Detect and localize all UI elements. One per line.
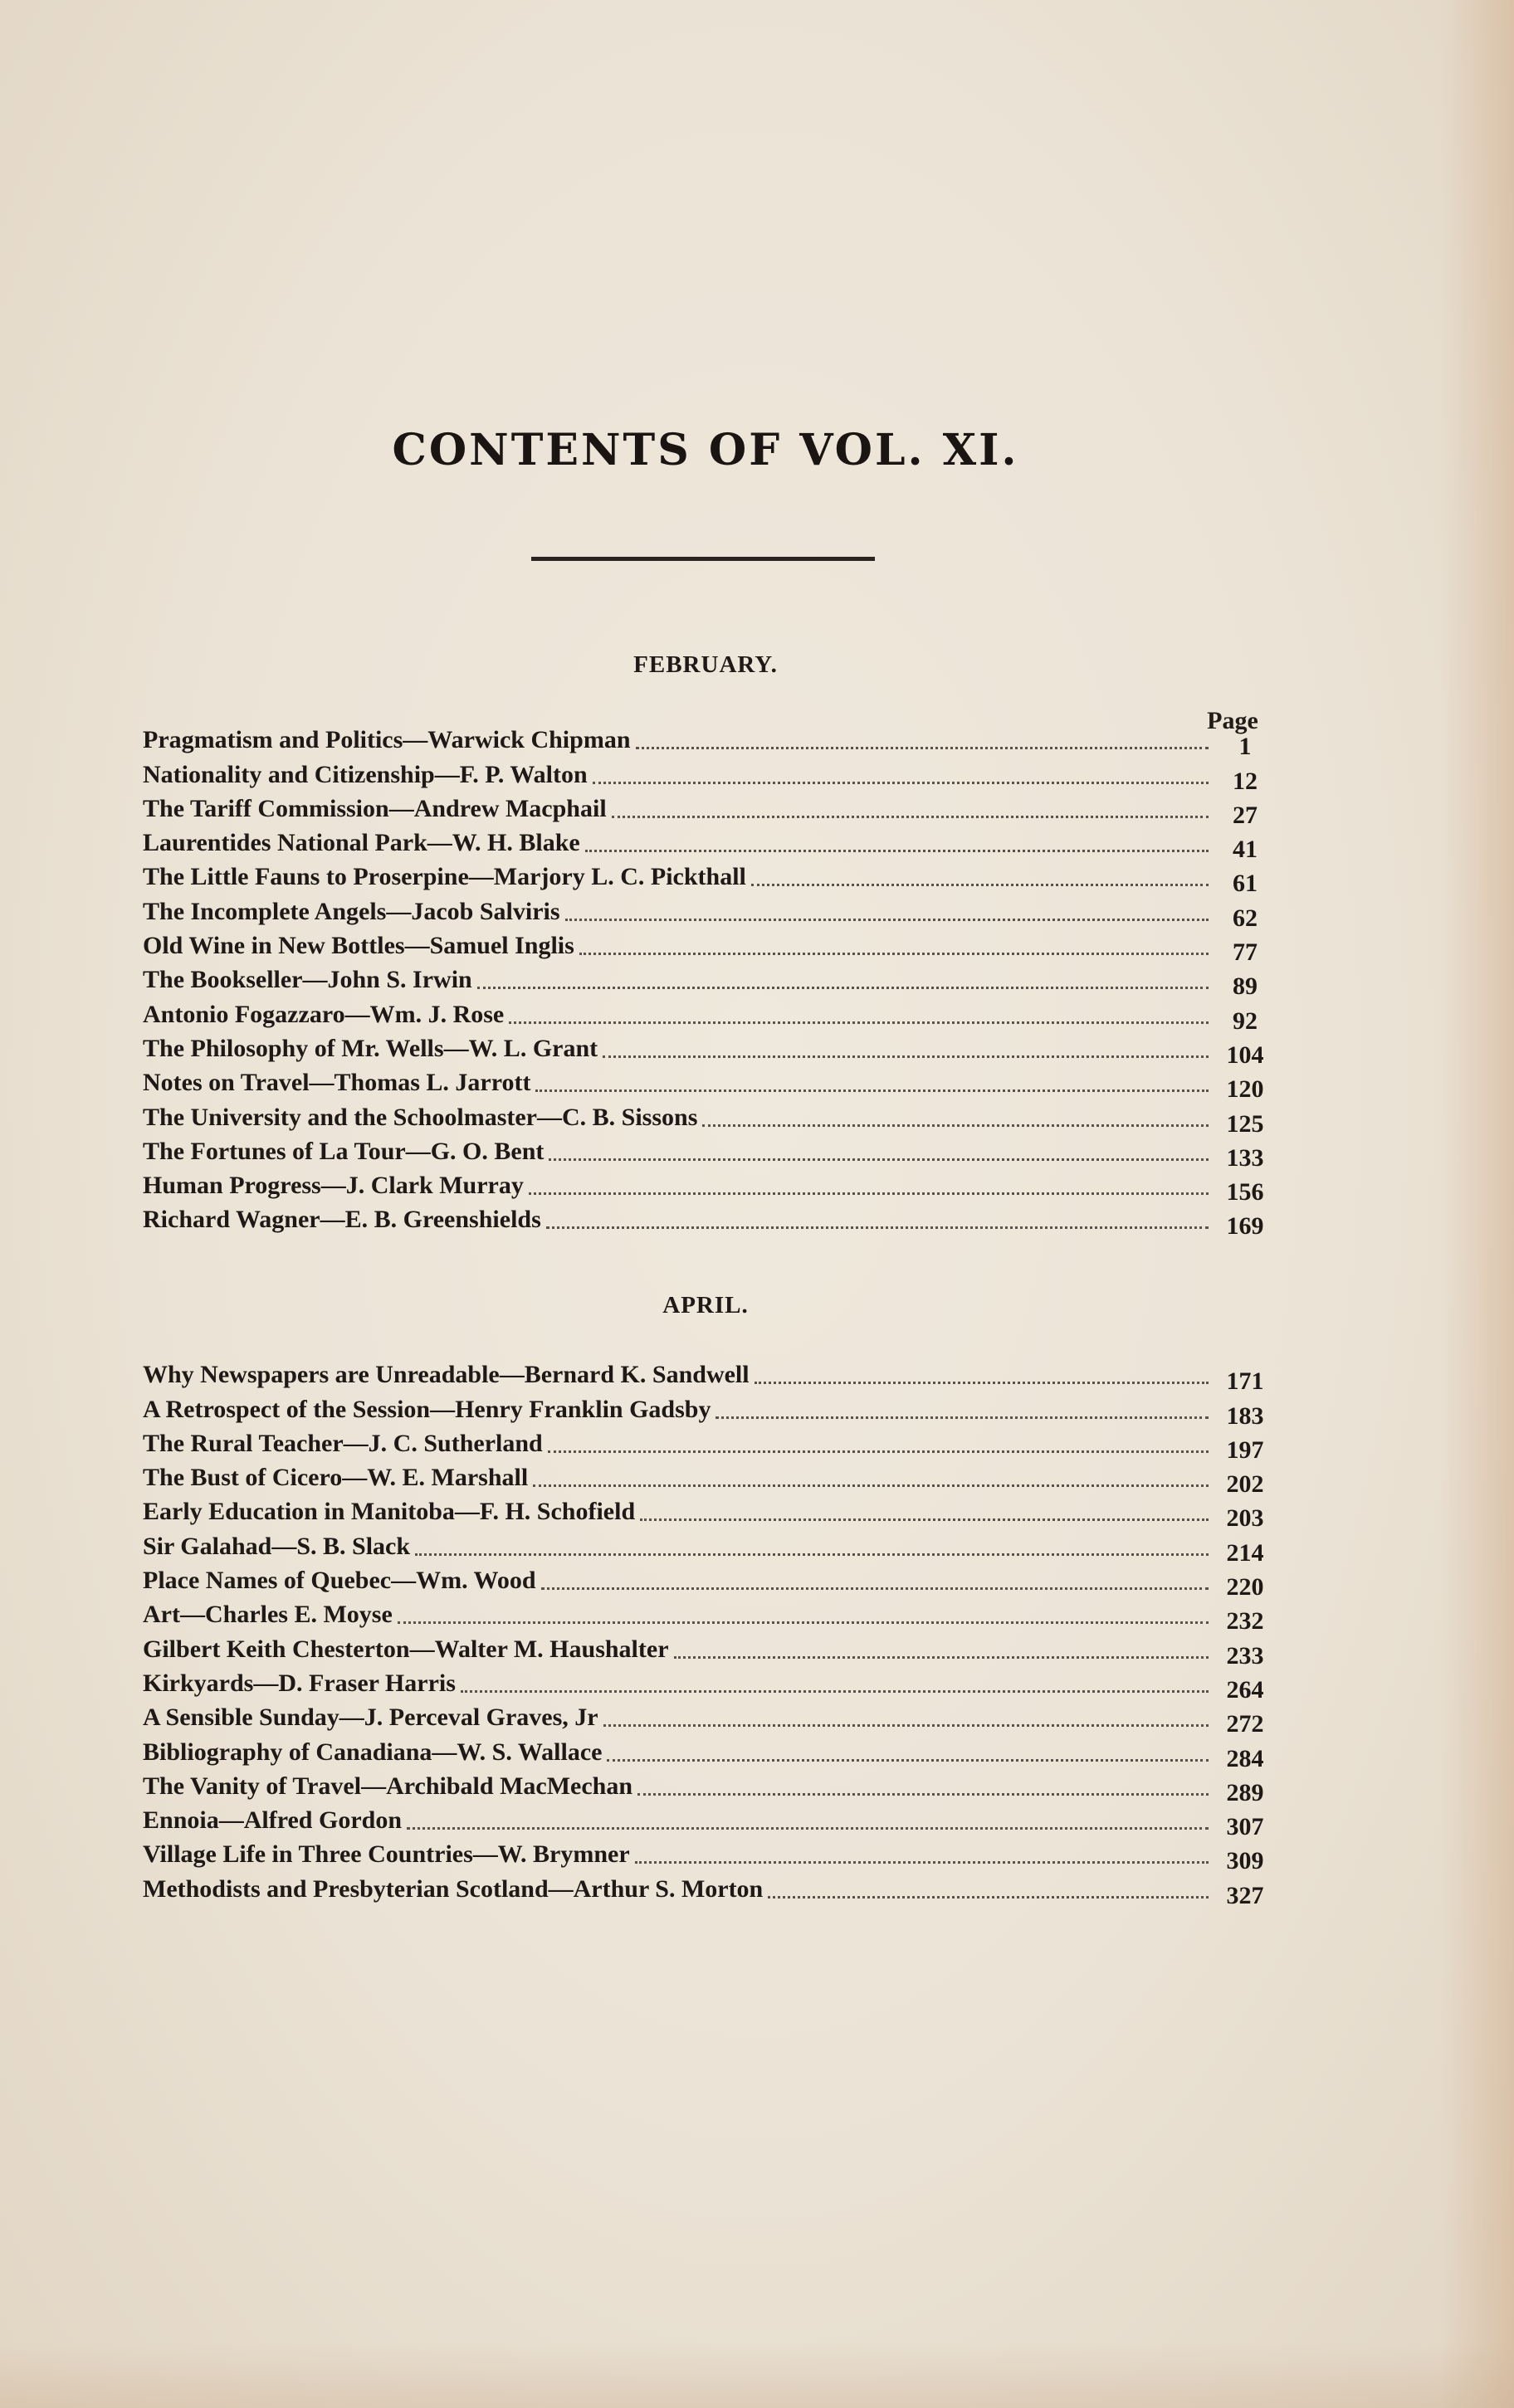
toc-entry-row	[143, 1732, 1272, 1772]
toc-entry-page: 12	[1233, 767, 1258, 795]
dot-leader	[477, 987, 1209, 989]
toc-entry-page: 183	[1226, 1401, 1264, 1430]
toc-entry-title: Bibliography of Canadiana—W. S. Wallace	[143, 1738, 603, 1766]
dot-leader	[637, 1793, 1209, 1796]
toc-entry-page: 92	[1233, 1007, 1258, 1035]
toc-entry-title: Early Education in Manitoba—F. H. Schofield	[143, 1498, 636, 1526]
toc-entry-title: Methodists and Presbyterian Scotland—Arthur S. Morton	[143, 1874, 764, 1903]
toc-entry-row	[143, 1166, 1272, 1206]
toc-entry-page: 120	[1226, 1075, 1264, 1104]
toc-entry-page: 125	[1226, 1109, 1264, 1138]
toc-entry-row	[143, 1458, 1272, 1499]
dot-leader	[509, 1021, 1209, 1024]
dot-leader	[535, 1089, 1209, 1092]
toc-entry-title: Nationality and Citizenship—F. P. Walton	[143, 760, 588, 788]
toc-entry-title: Art—Charles E. Moyse	[143, 1601, 393, 1629]
section-heading-february: FEBRUARY.	[633, 651, 778, 678]
toc-entry-title: Why Newspapers are Unreadable—Bernard K. Sandwell	[143, 1361, 750, 1389]
toc-entry-page: 171	[1226, 1367, 1264, 1396]
dot-leader	[415, 1553, 1209, 1556]
toc-entry-page: 104	[1226, 1041, 1264, 1069]
toc-entry-title: Ennoia—Alfred Gordon	[143, 1806, 402, 1835]
dot-leader	[612, 816, 1209, 818]
dot-leader	[407, 1827, 1209, 1830]
toc-entry-row	[143, 1629, 1272, 1670]
toc-entry-row	[143, 1200, 1272, 1241]
dot-leader	[548, 1450, 1209, 1453]
dot-leader	[636, 747, 1209, 749]
toc-entry-title: The Vanity of Travel—Archibald MacMechan	[143, 1772, 633, 1800]
dot-leader	[674, 1656, 1209, 1659]
toc-list-april	[143, 1355, 1272, 1909]
toc-entry-row	[143, 1063, 1272, 1104]
page-title: CONTENTS OF VOL. XI.	[392, 425, 1019, 475]
toc-entry-page: 264	[1226, 1675, 1264, 1704]
toc-entry-row	[143, 1132, 1272, 1172]
toc-entry-title: Laurentides National Park—W. H. Blake	[143, 829, 580, 857]
dot-leader	[546, 1226, 1209, 1229]
toc-entry-row	[143, 1355, 1272, 1396]
dot-leader	[715, 1416, 1209, 1419]
dot-leader	[603, 1055, 1209, 1058]
toc-entry-title: Sir Galahad—S. B. Slack	[143, 1532, 411, 1560]
toc-entry-page: 232	[1226, 1607, 1264, 1635]
toc-entry-title: Gilbert Keith Chesterton—Walter M. Haushalter	[143, 1635, 669, 1663]
toc-entry-page: 233	[1226, 1641, 1264, 1670]
toc-entry-title: Antonio Fogazzaro—Wm. J. Rose	[143, 1000, 505, 1028]
toc-entry-row	[143, 1595, 1272, 1635]
toc-entry-title: Kirkyards—D. Fraser Harris	[143, 1669, 456, 1697]
toc-entry-page: 156	[1226, 1178, 1264, 1206]
toc-entry-row	[143, 1492, 1272, 1533]
toc-entry-row	[143, 1389, 1272, 1430]
toc-entry-row	[143, 1424, 1272, 1464]
toc-entry-row	[143, 1664, 1272, 1704]
toc-entry-title: A Sensible Sunday—J. Perceval Graves, Jr	[143, 1704, 598, 1732]
toc-entry-row	[143, 1561, 1272, 1601]
toc-entry-page: 77	[1233, 938, 1258, 967]
toc-entry-row	[143, 1835, 1272, 1875]
toc-entry-row	[143, 1801, 1272, 1841]
dot-leader	[755, 1382, 1209, 1384]
toc-entry-page: 220	[1226, 1573, 1264, 1601]
toc-entry-row	[143, 960, 1272, 1001]
toc-entry-title: Village Life in Three Countries—W. Brymner	[143, 1840, 630, 1869]
toc-entry-row	[143, 1698, 1272, 1738]
toc-entry-row	[143, 891, 1272, 932]
toc-entry-page: 284	[1226, 1744, 1264, 1772]
toc-entry-row	[143, 1767, 1272, 1806]
toc-entry-title: Pragmatism and Politics—Warwick Chipman	[143, 726, 631, 754]
toc-entry-title: Richard Wagner—E. B. Greenshields	[143, 1206, 541, 1234]
section-heading-april: APRIL.	[662, 1292, 749, 1319]
toc-entry-row	[143, 926, 1272, 967]
dot-leader	[702, 1124, 1209, 1127]
toc-entry-title: Place Names of Quebec—Wm. Wood	[143, 1567, 536, 1595]
toc-entry-title: The Bookseller—John S. Irwin	[143, 966, 472, 994]
toc-entry-row	[143, 823, 1272, 864]
toc-entry-page: 309	[1226, 1847, 1264, 1875]
dot-leader	[565, 919, 1209, 921]
toc-entry-row	[143, 1097, 1272, 1138]
dot-leader	[607, 1759, 1209, 1762]
page-column-label: Page	[1207, 707, 1258, 734]
toc-entry-page: 61	[1233, 870, 1258, 898]
toc-entry-page: 41	[1233, 836, 1258, 864]
dot-leader	[635, 1861, 1209, 1864]
dot-leader	[461, 1690, 1209, 1693]
toc-entry-title: The Little Fauns to Proserpine—Marjory L. C. Pickthall	[143, 863, 746, 891]
toc-entry-row	[143, 1526, 1272, 1567]
toc-entry-row	[143, 1029, 1272, 1069]
dot-leader	[603, 1724, 1209, 1727]
title-rule	[531, 557, 875, 561]
toc-entry-page: 272	[1226, 1710, 1264, 1738]
toc-entry-page: 202	[1226, 1470, 1264, 1499]
toc-entry-title: The Philosophy of Mr. Wells—W. L. Grant	[143, 1034, 598, 1062]
toc-entry-title: Old Wine in New Bottles—Samuel Inglis	[143, 932, 574, 960]
toc-entry-title: A Retrospect of the Session—Henry Franklin Gadsby	[143, 1395, 711, 1423]
page-edge-shadow-bottom	[0, 2342, 1514, 2408]
dot-leader	[398, 1621, 1209, 1624]
toc-entry-page: 169	[1226, 1212, 1264, 1241]
toc-entry-row	[143, 789, 1272, 829]
dot-leader	[585, 850, 1209, 852]
toc-entry-page: 289	[1226, 1778, 1264, 1806]
toc-entry-title: The Fortunes of La Tour—G. O. Bent	[143, 1137, 545, 1165]
toc-entry-title: Human Progress—J. Clark Murray	[143, 1172, 524, 1200]
dot-leader	[751, 884, 1209, 886]
toc-entry-title: The Bust of Cicero—W. E. Marshall	[143, 1464, 529, 1492]
toc-entry-page: 197	[1226, 1436, 1264, 1464]
toc-entry-row	[143, 857, 1272, 898]
dot-leader	[593, 782, 1209, 784]
toc-entry-title: Notes on Travel—Thomas L. Jarrott	[143, 1069, 531, 1097]
dot-leader	[541, 1587, 1209, 1590]
toc-entry-row	[143, 720, 1272, 761]
page-edge-shadow-right	[1439, 0, 1514, 2408]
toc-entry-title: The Tariff Commission—Andrew Macphail	[143, 794, 607, 822]
dot-leader	[640, 1518, 1209, 1521]
toc-entry-page: 214	[1226, 1538, 1264, 1567]
toc-entry-page: 1	[1238, 733, 1252, 761]
dot-leader	[533, 1484, 1209, 1487]
toc-entry-page: 133	[1226, 1143, 1264, 1172]
toc-entry-row	[143, 1869, 1272, 1909]
toc-entry-title: The Rural Teacher—J. C. Sutherland	[143, 1429, 543, 1457]
toc-entry-title: The Incomplete Angels—Jacob Salviris	[143, 897, 560, 925]
toc-list-february	[143, 720, 1272, 1241]
toc-entry-row	[143, 754, 1272, 795]
toc-entry-page: 327	[1226, 1881, 1264, 1909]
dot-leader	[529, 1192, 1209, 1195]
toc-entry-page: 203	[1226, 1504, 1264, 1533]
toc-entry-row	[143, 994, 1272, 1035]
toc-entry-page: 27	[1233, 801, 1258, 829]
toc-entry-title: The University and the Schoolmaster—C. B. Sissons	[143, 1103, 698, 1131]
dot-leader	[768, 1896, 1209, 1899]
dot-leader	[579, 953, 1209, 955]
toc-entry-page: 62	[1233, 904, 1258, 932]
dot-leader	[549, 1158, 1209, 1161]
toc-entry-page: 307	[1226, 1813, 1264, 1841]
toc-entry-page: 89	[1233, 972, 1258, 1001]
